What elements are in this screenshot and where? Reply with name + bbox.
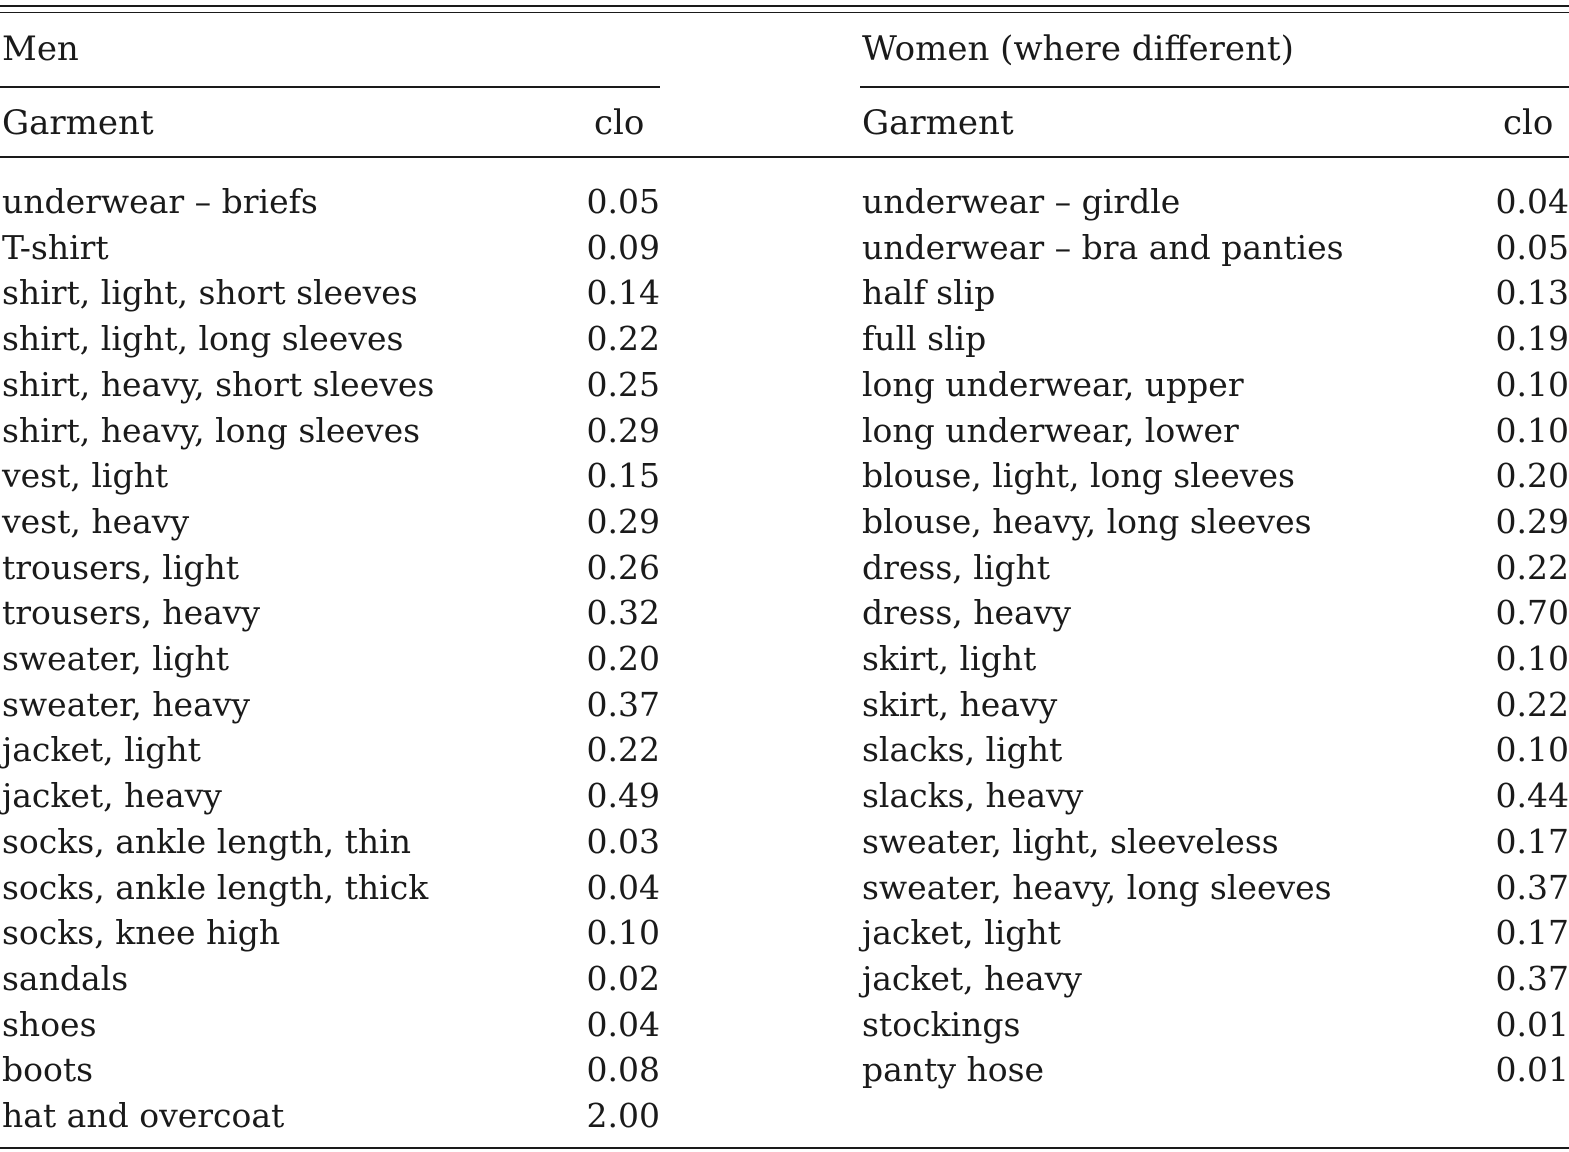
men-clo-header: clo (594, 103, 645, 143)
men-clo-cell: 0.22 (586, 319, 660, 358)
men-garment-cell: shirt, heavy, long sleeves (2, 411, 421, 450)
women-garment-cell: stockings (862, 1005, 1021, 1044)
men-garment-cell: shirt, heavy, short sleeves (2, 365, 435, 404)
men-garment-cell: trousers, light (2, 548, 240, 587)
men-garment-cell: hat and overcoat (2, 1096, 285, 1135)
men-clo-cell: 0.10 (586, 913, 660, 952)
women-clo-cell: 0.10 (1495, 639, 1569, 678)
men-garment-cell: vest, light (2, 456, 169, 495)
women-garment-cell: jacket, light (862, 913, 1061, 952)
men-clo-cell: 0.04 (586, 1005, 660, 1044)
men-garment-cell: sandals (2, 959, 129, 998)
men-group-rule (0, 86, 660, 88)
women-garment-cell: sweater, heavy, long sleeves (862, 868, 1332, 907)
header-rule (0, 156, 1569, 158)
women-clo-cell: 0.22 (1495, 685, 1569, 724)
men-clo-cell: 0.32 (586, 593, 660, 632)
women-garment-cell: slacks, light (862, 730, 1063, 769)
women-garment-cell: jacket, heavy (862, 959, 1082, 998)
men-clo-cell: 0.26 (586, 548, 660, 587)
women-clo-cell: 0.10 (1495, 730, 1569, 769)
women-garment-header: Garment (862, 103, 1014, 143)
women-clo-cell: 0.10 (1495, 365, 1569, 404)
top-rule-thick (0, 5, 1569, 7)
men-garment-cell: boots (2, 1050, 94, 1089)
women-garment-cell: blouse, heavy, long sleeves (862, 502, 1312, 541)
women-clo-cell: 0.29 (1495, 502, 1569, 541)
men-garment-cell: jacket, heavy (2, 776, 222, 815)
women-garment-cell: underwear – bra and panties (862, 228, 1344, 267)
women-clo-cell: 0.37 (1495, 868, 1569, 907)
men-clo-cell: 0.25 (586, 365, 660, 404)
men-clo-cell: 0.14 (586, 273, 660, 312)
women-clo-cell: 0.01 (1495, 1050, 1569, 1089)
men-garment-cell: sweater, light (2, 639, 230, 678)
men-clo-cell: 0.20 (586, 639, 660, 678)
bottom-rule (0, 1147, 1569, 1149)
men-clo-cell: 0.22 (586, 730, 660, 769)
men-garment-cell: shirt, light, long sleeves (2, 319, 404, 358)
women-group-heading: Women (where different) (862, 29, 1294, 69)
women-garment-cell: panty hose (862, 1050, 1045, 1089)
women-clo-cell: 0.19 (1495, 319, 1569, 358)
men-garment-cell: shoes (2, 1005, 97, 1044)
men-garment-cell: socks, ankle length, thick (2, 868, 429, 907)
men-clo-cell: 0.49 (586, 776, 660, 815)
women-garment-cell: long underwear, upper (862, 365, 1244, 404)
men-clo-cell: 0.08 (586, 1050, 660, 1089)
women-garment-cell: skirt, heavy (862, 685, 1058, 724)
men-clo-cell: 0.29 (586, 502, 660, 541)
women-clo-cell: 0.70 (1495, 593, 1569, 632)
women-clo-cell: 0.22 (1495, 548, 1569, 587)
women-group-rule (860, 86, 1569, 88)
women-garment-cell: full slip (862, 319, 987, 358)
women-clo-cell: 0.17 (1495, 822, 1569, 861)
men-garment-cell: vest, heavy (2, 502, 190, 541)
men-clo-cell: 0.04 (586, 868, 660, 907)
women-clo-cell: 0.01 (1495, 1005, 1569, 1044)
men-clo-cell: 0.29 (586, 411, 660, 450)
women-garment-cell: skirt, light (862, 639, 1037, 678)
men-garment-cell: sweater, heavy (2, 685, 251, 724)
men-clo-cell: 0.09 (586, 228, 660, 267)
top-rule-thin (0, 12, 1569, 13)
women-garment-cell: long underwear, lower (862, 411, 1239, 450)
women-garment-cell: blouse, light, long sleeves (862, 456, 1295, 495)
men-garment-cell: trousers, heavy (2, 593, 261, 632)
women-garment-cell: sweater, light, sleeveless (862, 822, 1279, 861)
women-clo-cell: 0.13 (1495, 273, 1569, 312)
men-group-heading: Men (2, 29, 79, 69)
men-clo-cell: 2.00 (586, 1096, 660, 1135)
women-clo-cell: 0.44 (1495, 776, 1569, 815)
men-garment-cell: T-shirt (2, 228, 109, 267)
women-garment-cell: dress, light (862, 548, 1051, 587)
women-clo-cell: 0.04 (1495, 182, 1569, 221)
men-garment-cell: underwear – briefs (2, 182, 318, 221)
women-clo-cell: 0.05 (1495, 228, 1569, 267)
men-garment-cell: socks, knee high (2, 913, 281, 952)
men-garment-cell: jacket, light (2, 730, 201, 769)
men-clo-cell: 0.37 (586, 685, 660, 724)
women-clo-cell: 0.17 (1495, 913, 1569, 952)
men-garment-cell: socks, ankle length, thin (2, 822, 411, 861)
women-clo-header: clo (1503, 103, 1554, 143)
men-clo-cell: 0.03 (586, 822, 660, 861)
women-clo-cell: 0.20 (1495, 456, 1569, 495)
men-clo-cell: 0.05 (586, 182, 660, 221)
men-garment-header: Garment (2, 103, 154, 143)
men-clo-cell: 0.02 (586, 959, 660, 998)
women-garment-cell: half slip (862, 273, 996, 312)
men-garment-cell: shirt, light, short sleeves (2, 273, 418, 312)
women-garment-cell: dress, heavy (862, 593, 1072, 632)
women-garment-cell: slacks, heavy (862, 776, 1084, 815)
women-garment-cell: underwear – girdle (862, 182, 1181, 221)
men-clo-cell: 0.15 (586, 456, 660, 495)
women-clo-cell: 0.10 (1495, 411, 1569, 450)
women-clo-cell: 0.37 (1495, 959, 1569, 998)
